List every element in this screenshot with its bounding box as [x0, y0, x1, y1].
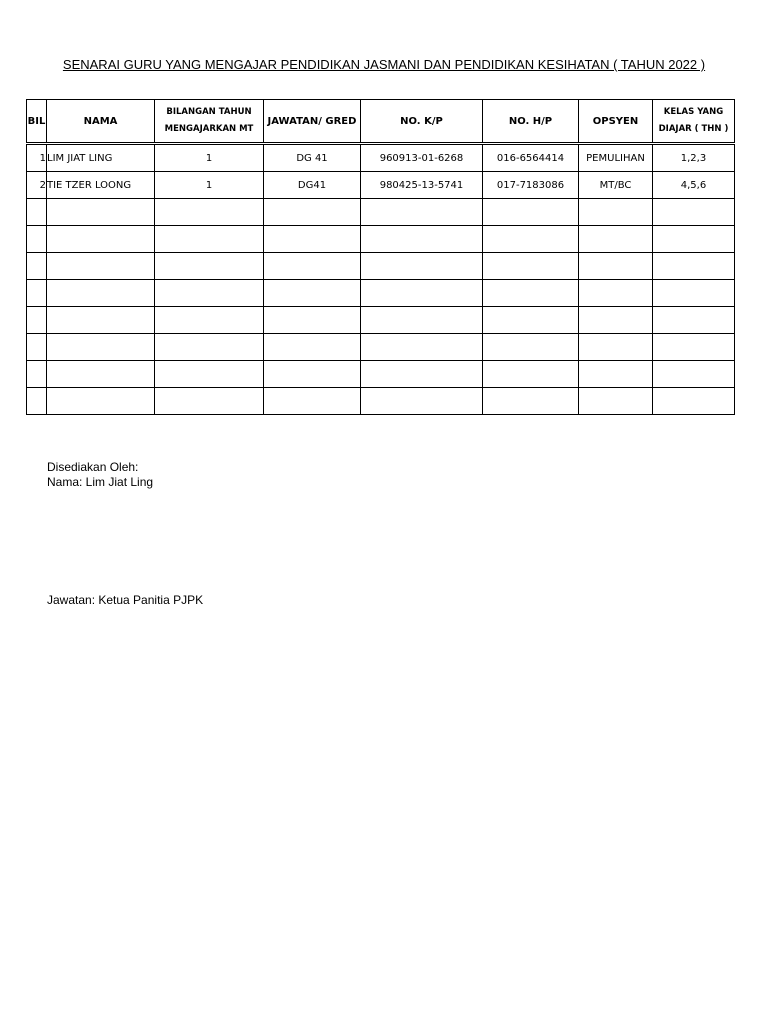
cell-kelas: 4,5,6 [653, 172, 735, 199]
empty-row [27, 280, 735, 307]
cell-opsyen: PEMULIHAN [579, 144, 653, 172]
empty-cell [361, 253, 483, 280]
empty-cell [264, 361, 361, 388]
empty-cell [155, 199, 264, 226]
empty-cell [579, 307, 653, 334]
empty-row [27, 361, 735, 388]
empty-cell [361, 307, 483, 334]
empty-cell [579, 253, 653, 280]
empty-cell [155, 388, 264, 415]
empty-row [27, 388, 735, 415]
empty-row [27, 253, 735, 280]
cell-bil: 2 [27, 172, 47, 199]
empty-cell [579, 388, 653, 415]
cell-jawatan: DG41 [264, 172, 361, 199]
cell-opsyen: MT/BC [579, 172, 653, 199]
cell-nama: TIE TZER LOONG [47, 172, 155, 199]
empty-cell [653, 226, 735, 253]
header-bilangan-line2: MENGAJARKAN MT [164, 124, 254, 134]
empty-cell [361, 361, 483, 388]
empty-cell [155, 253, 264, 280]
header-bilangan-line1: BILANGAN TAHUN [166, 107, 252, 117]
empty-cell [27, 226, 47, 253]
empty-cell [47, 253, 155, 280]
empty-cell [483, 253, 579, 280]
header-nama: NAMA [47, 100, 155, 144]
empty-cell [579, 226, 653, 253]
empty-cell [579, 334, 653, 361]
cell-nohp: 017-7183086 [483, 172, 579, 199]
cell-nokp: 960913-01-6268 [361, 144, 483, 172]
empty-cell [155, 334, 264, 361]
empty-cell [483, 334, 579, 361]
empty-cell [155, 280, 264, 307]
empty-cell [27, 334, 47, 361]
cell-bilangan: 1 [155, 144, 264, 172]
empty-cell [483, 307, 579, 334]
empty-cell [483, 388, 579, 415]
empty-cell [47, 388, 155, 415]
empty-cell [483, 361, 579, 388]
header-bil: BIL [27, 100, 47, 144]
empty-cell [483, 226, 579, 253]
empty-cell [47, 334, 155, 361]
header-kelas-line2: DIAJAR ( THN ) [658, 124, 729, 134]
empty-cell [361, 388, 483, 415]
prepared-by-label: Disediakan Oleh: [47, 460, 139, 474]
empty-cell [27, 307, 47, 334]
table-header-row [27, 100, 735, 144]
table-row [27, 144, 735, 172]
prepared-by-position: Jawatan: Ketua Panitia PJPK [47, 593, 204, 607]
empty-cell [653, 307, 735, 334]
header-nohp: NO. H/P [483, 100, 579, 144]
empty-cell [579, 361, 653, 388]
header-bilangan-tahun [155, 100, 264, 144]
empty-cell [27, 199, 47, 226]
empty-cell [653, 280, 735, 307]
empty-cell [483, 199, 579, 226]
empty-cell [579, 280, 653, 307]
empty-cell [27, 280, 47, 307]
document-title: SENARAI GURU YANG MENGAJAR PENDIDIKAN JASMANI DAN PENDIDIKAN KESIHATAN ( TAHUN 2022 ) [62, 57, 706, 72]
empty-cell [653, 253, 735, 280]
empty-cell [264, 307, 361, 334]
empty-cell [264, 199, 361, 226]
empty-cell [361, 334, 483, 361]
cell-nama: LIM JIAT LING [47, 144, 155, 172]
empty-cell [361, 226, 483, 253]
cell-nohp: 016-6564414 [483, 144, 579, 172]
header-nokp: NO. K/P [361, 100, 483, 144]
empty-cell [579, 199, 653, 226]
empty-cell [264, 388, 361, 415]
empty-cell [47, 280, 155, 307]
header-kelas [653, 100, 735, 144]
empty-cell [47, 199, 155, 226]
empty-cell [155, 307, 264, 334]
header-jawatan: JAWATAN/ GRED [264, 100, 361, 144]
teacher-table [26, 99, 735, 415]
empty-cell [27, 253, 47, 280]
cell-jawatan: DG 41 [264, 144, 361, 172]
empty-row [27, 307, 735, 334]
empty-cell [483, 280, 579, 307]
empty-cell [653, 334, 735, 361]
empty-cell [264, 280, 361, 307]
empty-cell [155, 226, 264, 253]
empty-cell [264, 334, 361, 361]
header-opsyen: OPSYEN [579, 100, 653, 144]
empty-cell [361, 280, 483, 307]
empty-cell [361, 199, 483, 226]
empty-cell [653, 361, 735, 388]
empty-row [27, 334, 735, 361]
empty-cell [653, 199, 735, 226]
empty-row [27, 226, 735, 253]
empty-cell [47, 307, 155, 334]
cell-bilangan: 1 [155, 172, 264, 199]
empty-cell [47, 226, 155, 253]
cell-nokp: 980425-13-5741 [361, 172, 483, 199]
cell-bil: 1 [27, 144, 47, 172]
cell-kelas: 1,2,3 [653, 144, 735, 172]
empty-cell [155, 361, 264, 388]
empty-cell [27, 388, 47, 415]
empty-cell [47, 361, 155, 388]
prepared-by-name: Nama: Lim Jiat Ling [47, 475, 154, 489]
header-kelas-line1: KELAS YANG [663, 107, 724, 117]
empty-row [27, 199, 735, 226]
empty-cell [264, 253, 361, 280]
empty-cell [27, 361, 47, 388]
empty-cell [653, 388, 735, 415]
empty-cell [264, 226, 361, 253]
table-row [27, 172, 735, 199]
